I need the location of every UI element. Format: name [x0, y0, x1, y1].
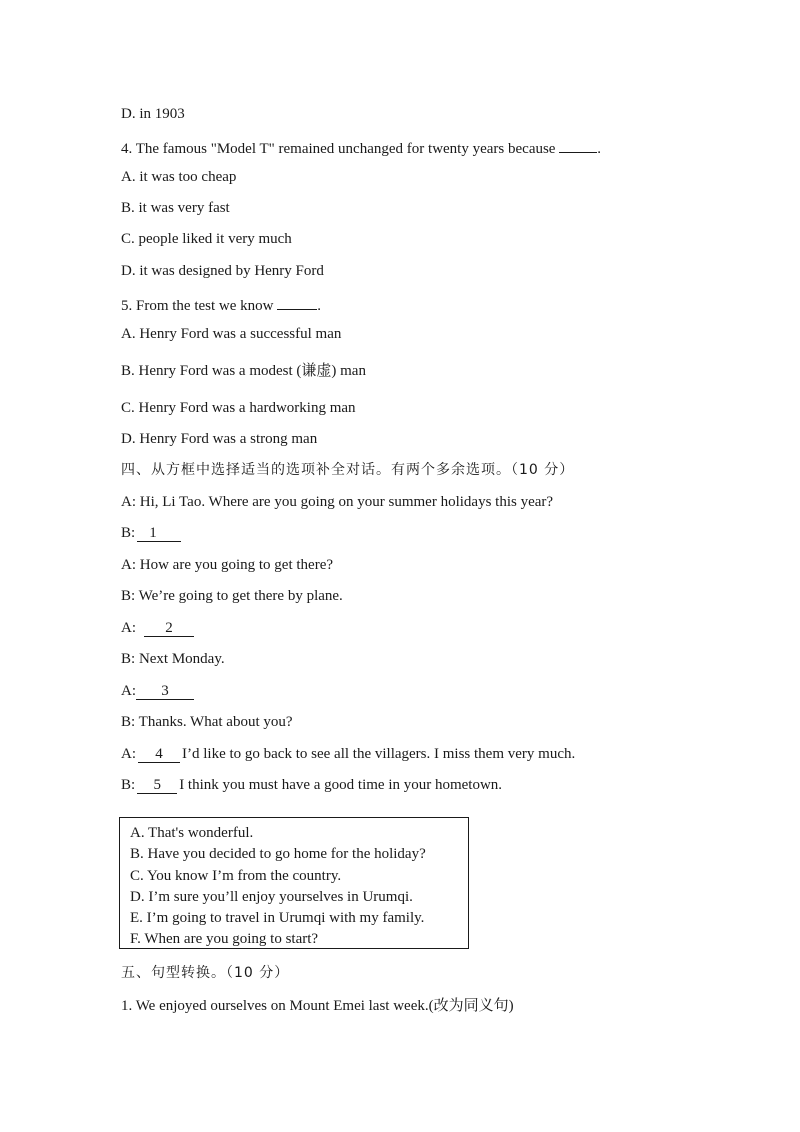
speaker: B:: [121, 525, 136, 541]
q5-stem-end: .: [317, 298, 321, 314]
box-option-d: D. I’m sure you’ll enjoy yourselves in Urumqi.: [130, 888, 413, 905]
box-option-c: C. You know I’m from the country.: [130, 867, 342, 884]
speaker: B:: [121, 777, 136, 793]
q5-option-a: A. Henry Ford was a successful man: [121, 326, 342, 342]
dialogue-line-2: [121, 523, 181, 543]
speaker: B:: [121, 714, 136, 730]
q5-option-b: B. Henry Ford was a modest (谦虚) man: [121, 363, 366, 379]
answer-blank-1: 1: [137, 525, 181, 542]
answer-blank: [559, 136, 597, 153]
q4-stem-end: .: [597, 141, 601, 157]
dialogue-line-1: [121, 492, 553, 512]
q4-stem: [121, 136, 601, 156]
dialogue-line-8: [121, 712, 293, 732]
box-option-a: A. That's wonderful.: [130, 825, 254, 841]
answer-blank-5: 5: [137, 777, 177, 794]
box-option-b: B. Have you decided to go home for the holiday?: [130, 846, 426, 863]
q5-stem: [121, 293, 321, 313]
box-option-f: F. When are you going to start?: [130, 931, 319, 948]
dialogue-line-3: [121, 555, 333, 575]
answer-blank-4: 4: [138, 746, 180, 763]
speaker: B:: [121, 588, 136, 604]
q5-option-d: D. Henry Ford was a strong man: [121, 431, 318, 447]
line-text: Hi, Li Tao. Where are you going on your summer holidays this year?: [136, 494, 554, 510]
speaker: A:: [121, 746, 136, 762]
q4-option-c: C. people liked it very much: [121, 231, 292, 247]
section5-q1: 1. We enjoyed ourselves on Mount Emei last week.(改为同义句): [121, 998, 514, 1014]
dialogue-line-7: [121, 681, 194, 701]
q4-option-b: B. it was very fast: [121, 200, 230, 216]
q5-stem-text: 5. From the test we know: [121, 298, 274, 314]
q5-option-c: C. Henry Ford was a hardworking man: [121, 400, 356, 416]
answer-blank-3: 3: [136, 683, 194, 700]
dialogue-line-4: [121, 586, 343, 606]
q4-option-a: A. it was too cheap: [121, 169, 237, 185]
q3-option-d: D. in 1903: [121, 106, 185, 122]
line-text: I think you must have a good time in your hometown.: [179, 777, 503, 793]
dialogue-line-5: [121, 618, 194, 638]
answer-blank-2: 2: [144, 620, 194, 637]
line-text: Thanks. What about you?: [135, 714, 293, 730]
options-box: [119, 817, 469, 949]
speaker: A:: [121, 557, 136, 573]
speaker: A:: [121, 683, 136, 699]
answer-blank: [277, 293, 317, 310]
line-text: How are you going to get there?: [136, 557, 334, 573]
dialogue-line-6: [121, 649, 225, 669]
box-option-e: E. I’m going to travel in Urumqi with my family.: [130, 910, 425, 927]
dialogue-line-10: [121, 775, 502, 795]
section4-heading: 四、从方框中选择适当的选项补全对话。有两个多余选项。（10 分）: [121, 462, 575, 478]
line-text: We’re going to get there by plane.: [135, 588, 343, 604]
speaker: A:: [121, 620, 136, 636]
line-text: Next Monday.: [135, 651, 225, 667]
line-text: I’d like to go back to see all the villagers. I miss them very much.: [182, 746, 576, 762]
q4-stem-text: 4. The famous "Model T" remained unchanged for twenty years because: [121, 141, 556, 157]
dialogue-line-9: [121, 744, 575, 764]
speaker: A:: [121, 494, 136, 510]
speaker: B:: [121, 651, 136, 667]
section5-heading: 五、句型转换。（10 分）: [121, 965, 290, 981]
q4-option-d: D. it was designed by Henry Ford: [121, 263, 324, 279]
